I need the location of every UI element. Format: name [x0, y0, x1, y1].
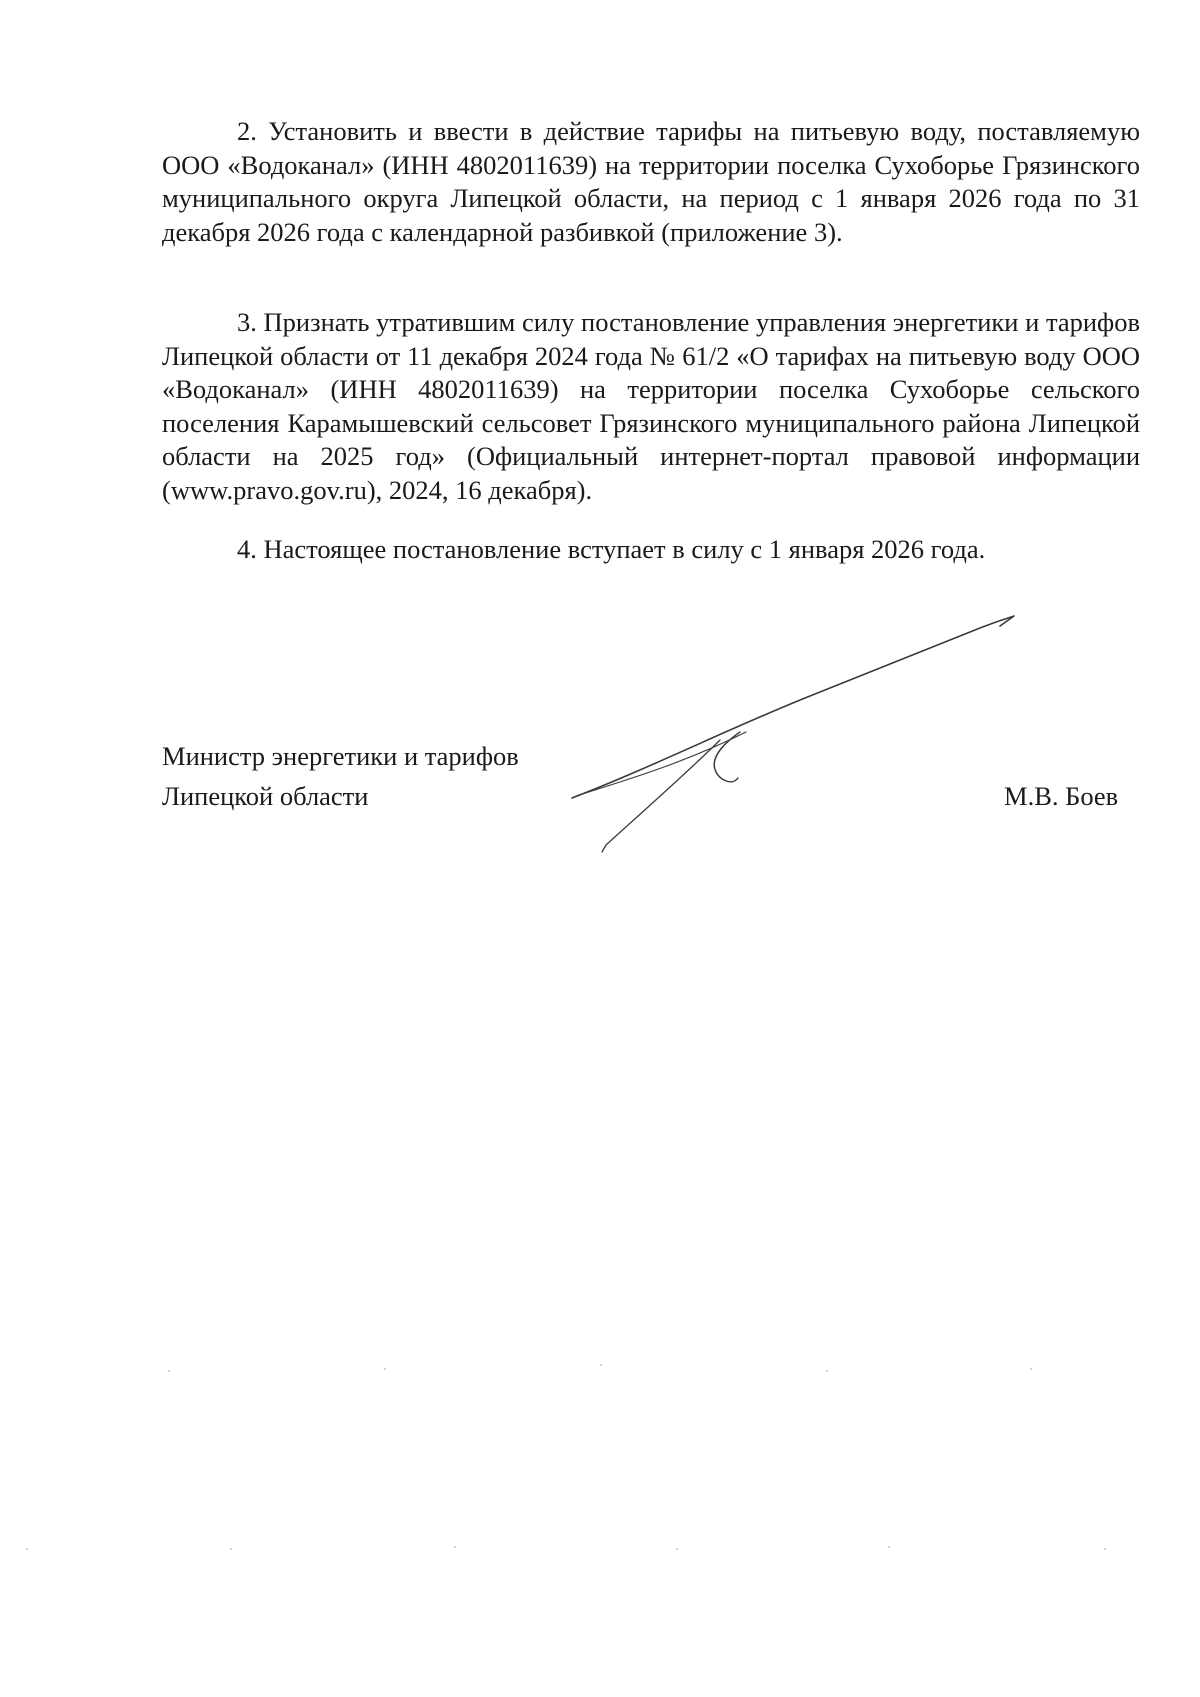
scan-speck [676, 1548, 678, 1550]
signatory-position-line2: Липецкой области [162, 781, 369, 811]
scan-speck [1030, 1368, 1032, 1370]
scan-speck [230, 1548, 232, 1550]
signatory-name: М.В. Боев [1004, 781, 1119, 811]
scan-speck [454, 1546, 456, 1548]
scan-speck [26, 1548, 28, 1550]
signatory-position [162, 736, 519, 816]
scan-speck [384, 1368, 386, 1370]
paragraph-item-3: 3. Признать утратившим силу постановление управления энергетики и тарифов Липецкой области от 11 декабря 2024 года № 61/2 «О тарифах на питьевую воду ООО «Водоканал» (ИНН 4802011639) на территории поселка Сухоборье сельского поселения Карамышевский сельсовет Грязинского муниципального района Липецкой области на 2025 год» (Официальный интернет-портал правовой информации (www.pravo.gov.ru), 2024, 16 декабря). [162, 307, 1140, 505]
signatory-position-line1: Министр энергетики и тарифов [162, 741, 519, 771]
handwritten-signature [570, 600, 1030, 860]
paragraph-item-2: 2. Установить и ввести в действие тарифы на питьевую воду, поставляемую ООО «Водоканал» (ИНН 4802011639) на территории поселка Сухоборье Грязинского муниципального округа Липецкой области, на период с 1 января 2026 года по 31 декабря 2026 года с календарной разбивкой (приложение 3). [162, 116, 1140, 247]
scan-speck [168, 1370, 170, 1372]
scan-speck [826, 1370, 828, 1372]
scan-speck [1104, 1548, 1106, 1550]
scan-speck [600, 1364, 602, 1366]
scan-speck [888, 1546, 890, 1548]
paragraph-item-4: 4. Настоящее постановление вступает в силу с 1 января 2026 года. [237, 534, 986, 564]
